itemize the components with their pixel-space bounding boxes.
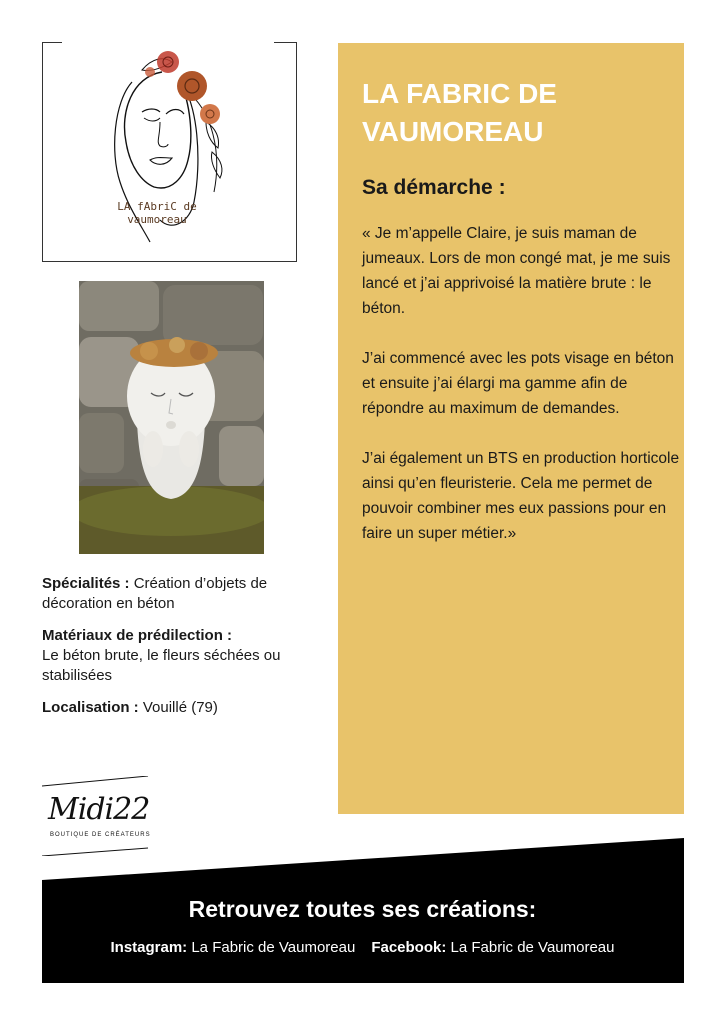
product-photo bbox=[79, 281, 264, 554]
specialites-row bbox=[42, 574, 312, 614]
materiaux-label: Matériaux de prédilection : bbox=[42, 627, 233, 644]
instagram-link[interactable]: La Fabric de Vaumoreau bbox=[187, 939, 356, 956]
brand-logo-text bbox=[102, 200, 212, 226]
frame-left-line bbox=[42, 42, 43, 262]
localisation-label: Localisation : bbox=[42, 699, 139, 716]
concrete-face-pot-image bbox=[79, 281, 264, 554]
specialites-label: Spécialités : bbox=[42, 575, 130, 592]
panel-body bbox=[362, 221, 680, 571]
panel-title-line1: LA FABRIC DE bbox=[362, 78, 557, 109]
brand-logo-line1: LA fAbriC de bbox=[117, 200, 197, 213]
panel-subtitle: Sa démarche : bbox=[362, 176, 506, 199]
panel-paragraph: « Je m’appelle Claire, je suis maman de jumeaux. Lors de mon congé mat, je me suis lancé et j’ai apprivoisé la matière brute : le béton. bbox=[362, 225, 671, 317]
facebook-label: Facebook: bbox=[371, 939, 447, 956]
footer-title: Retrouvez toutes ses créations: bbox=[188, 896, 537, 922]
specialites-value: Création d’objets de décoration en béton bbox=[42, 575, 268, 612]
panel-paragraph: J’ai également un BTS en production horticole ainsi qu’en fleuristerie. Cela me permet de pouvoir combiner mes eux passions pour en faire un super métier.» bbox=[362, 450, 680, 542]
materiaux-row bbox=[42, 626, 312, 686]
panel-paragraph: J’ai commencé avec les pots visage en béton et ensuite j’ai élargi ma gamme afin de répondre au maximum de demandes. bbox=[362, 350, 674, 417]
localisation-value: Vouillé (79) bbox=[138, 699, 218, 716]
frame-top-left-line bbox=[42, 42, 62, 43]
frame-bottom-line bbox=[42, 261, 297, 262]
midi22-wordmark: Midi22 bbox=[48, 792, 150, 827]
brand-logo-line2: vaumoreau bbox=[127, 213, 187, 226]
panel-title-line2: VAUMOREAU bbox=[362, 116, 544, 147]
localisation-row bbox=[42, 698, 312, 718]
instagram-label: Instagram: bbox=[110, 939, 188, 956]
facebook-link[interactable]: La Fabric de Vaumoreau bbox=[446, 939, 615, 956]
frame-right-line bbox=[296, 42, 297, 262]
panel-title bbox=[362, 75, 672, 151]
materiaux-value: Le béton brute, le fleurs séchées ou stabilisées bbox=[42, 647, 281, 684]
brand-logo-frame bbox=[42, 42, 297, 262]
frame-top-right-line bbox=[274, 42, 297, 43]
description-panel bbox=[338, 43, 684, 814]
creator-info bbox=[42, 574, 312, 730]
footer-links bbox=[0, 939, 725, 956]
midi22-tagline: BOUTIQUE DE CRÉATEURS bbox=[50, 832, 151, 838]
